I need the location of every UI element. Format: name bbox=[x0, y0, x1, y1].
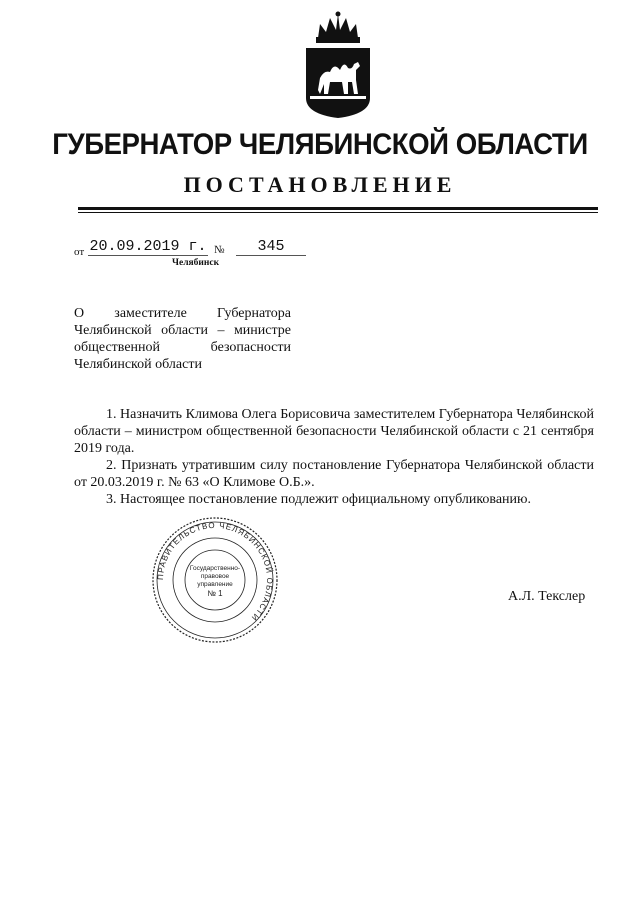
svg-text:Государственно-: Государственно- bbox=[189, 565, 241, 572]
header-rule-thick bbox=[78, 207, 598, 210]
paragraph-3: 3. Настоящее постановление подлежит официальному опубликованию. bbox=[106, 492, 531, 507]
coat-of-arms-emblem bbox=[296, 10, 380, 120]
document-date: 20.09.2019 г. bbox=[89, 238, 207, 255]
svg-text:правовое: правовое bbox=[200, 573, 230, 580]
official-stamp bbox=[150, 515, 280, 645]
body-text bbox=[74, 406, 594, 508]
date-label: от bbox=[74, 246, 85, 258]
signer-name: А.Л. Текслер bbox=[508, 589, 586, 604]
number-label: № bbox=[214, 244, 225, 256]
svg-text:ПРАВИТЕЛЬСТВО ЧЕЛЯБИНСКОЙ ОБЛА: ПРАВИТЕЛЬСТВО ЧЕЛЯБИНСКОЙ ОБЛАСТИ bbox=[155, 520, 275, 623]
document-type: ПОСТАНОВЛЕНИЕ bbox=[183, 172, 457, 197]
authority-title: ГУБЕРНАТОР ЧЕЛЯБИНСКОЙ ОБЛАСТИ bbox=[52, 128, 588, 161]
city-name: Челябинск bbox=[172, 258, 220, 268]
subject-line: Челябинской области – министре bbox=[74, 323, 291, 338]
subject-line: Челябинской области bbox=[74, 357, 202, 372]
subject-line: общественной безопасности bbox=[74, 340, 291, 355]
document-number: 345 bbox=[236, 238, 306, 256]
subject-line: О заместителе Губернатора bbox=[74, 306, 291, 321]
subject-block bbox=[74, 305, 291, 373]
paragraph-2: 2. Признать утратившим силу постановление Губернатора Челябинской области от 20.03.2019 г. № 63 «О Климове О.Б.». bbox=[74, 458, 594, 490]
svg-text:№ 1: № 1 bbox=[207, 589, 223, 598]
paragraph-1: 1. Назначить Климова Олега Борисовича заместителем Губернатора Челябинской области – министром общественной безопасности Челябинской области с 21 сентября 2019 года. bbox=[74, 407, 594, 456]
svg-text:управление: управление bbox=[197, 581, 233, 588]
header-rule-thin bbox=[78, 212, 598, 213]
